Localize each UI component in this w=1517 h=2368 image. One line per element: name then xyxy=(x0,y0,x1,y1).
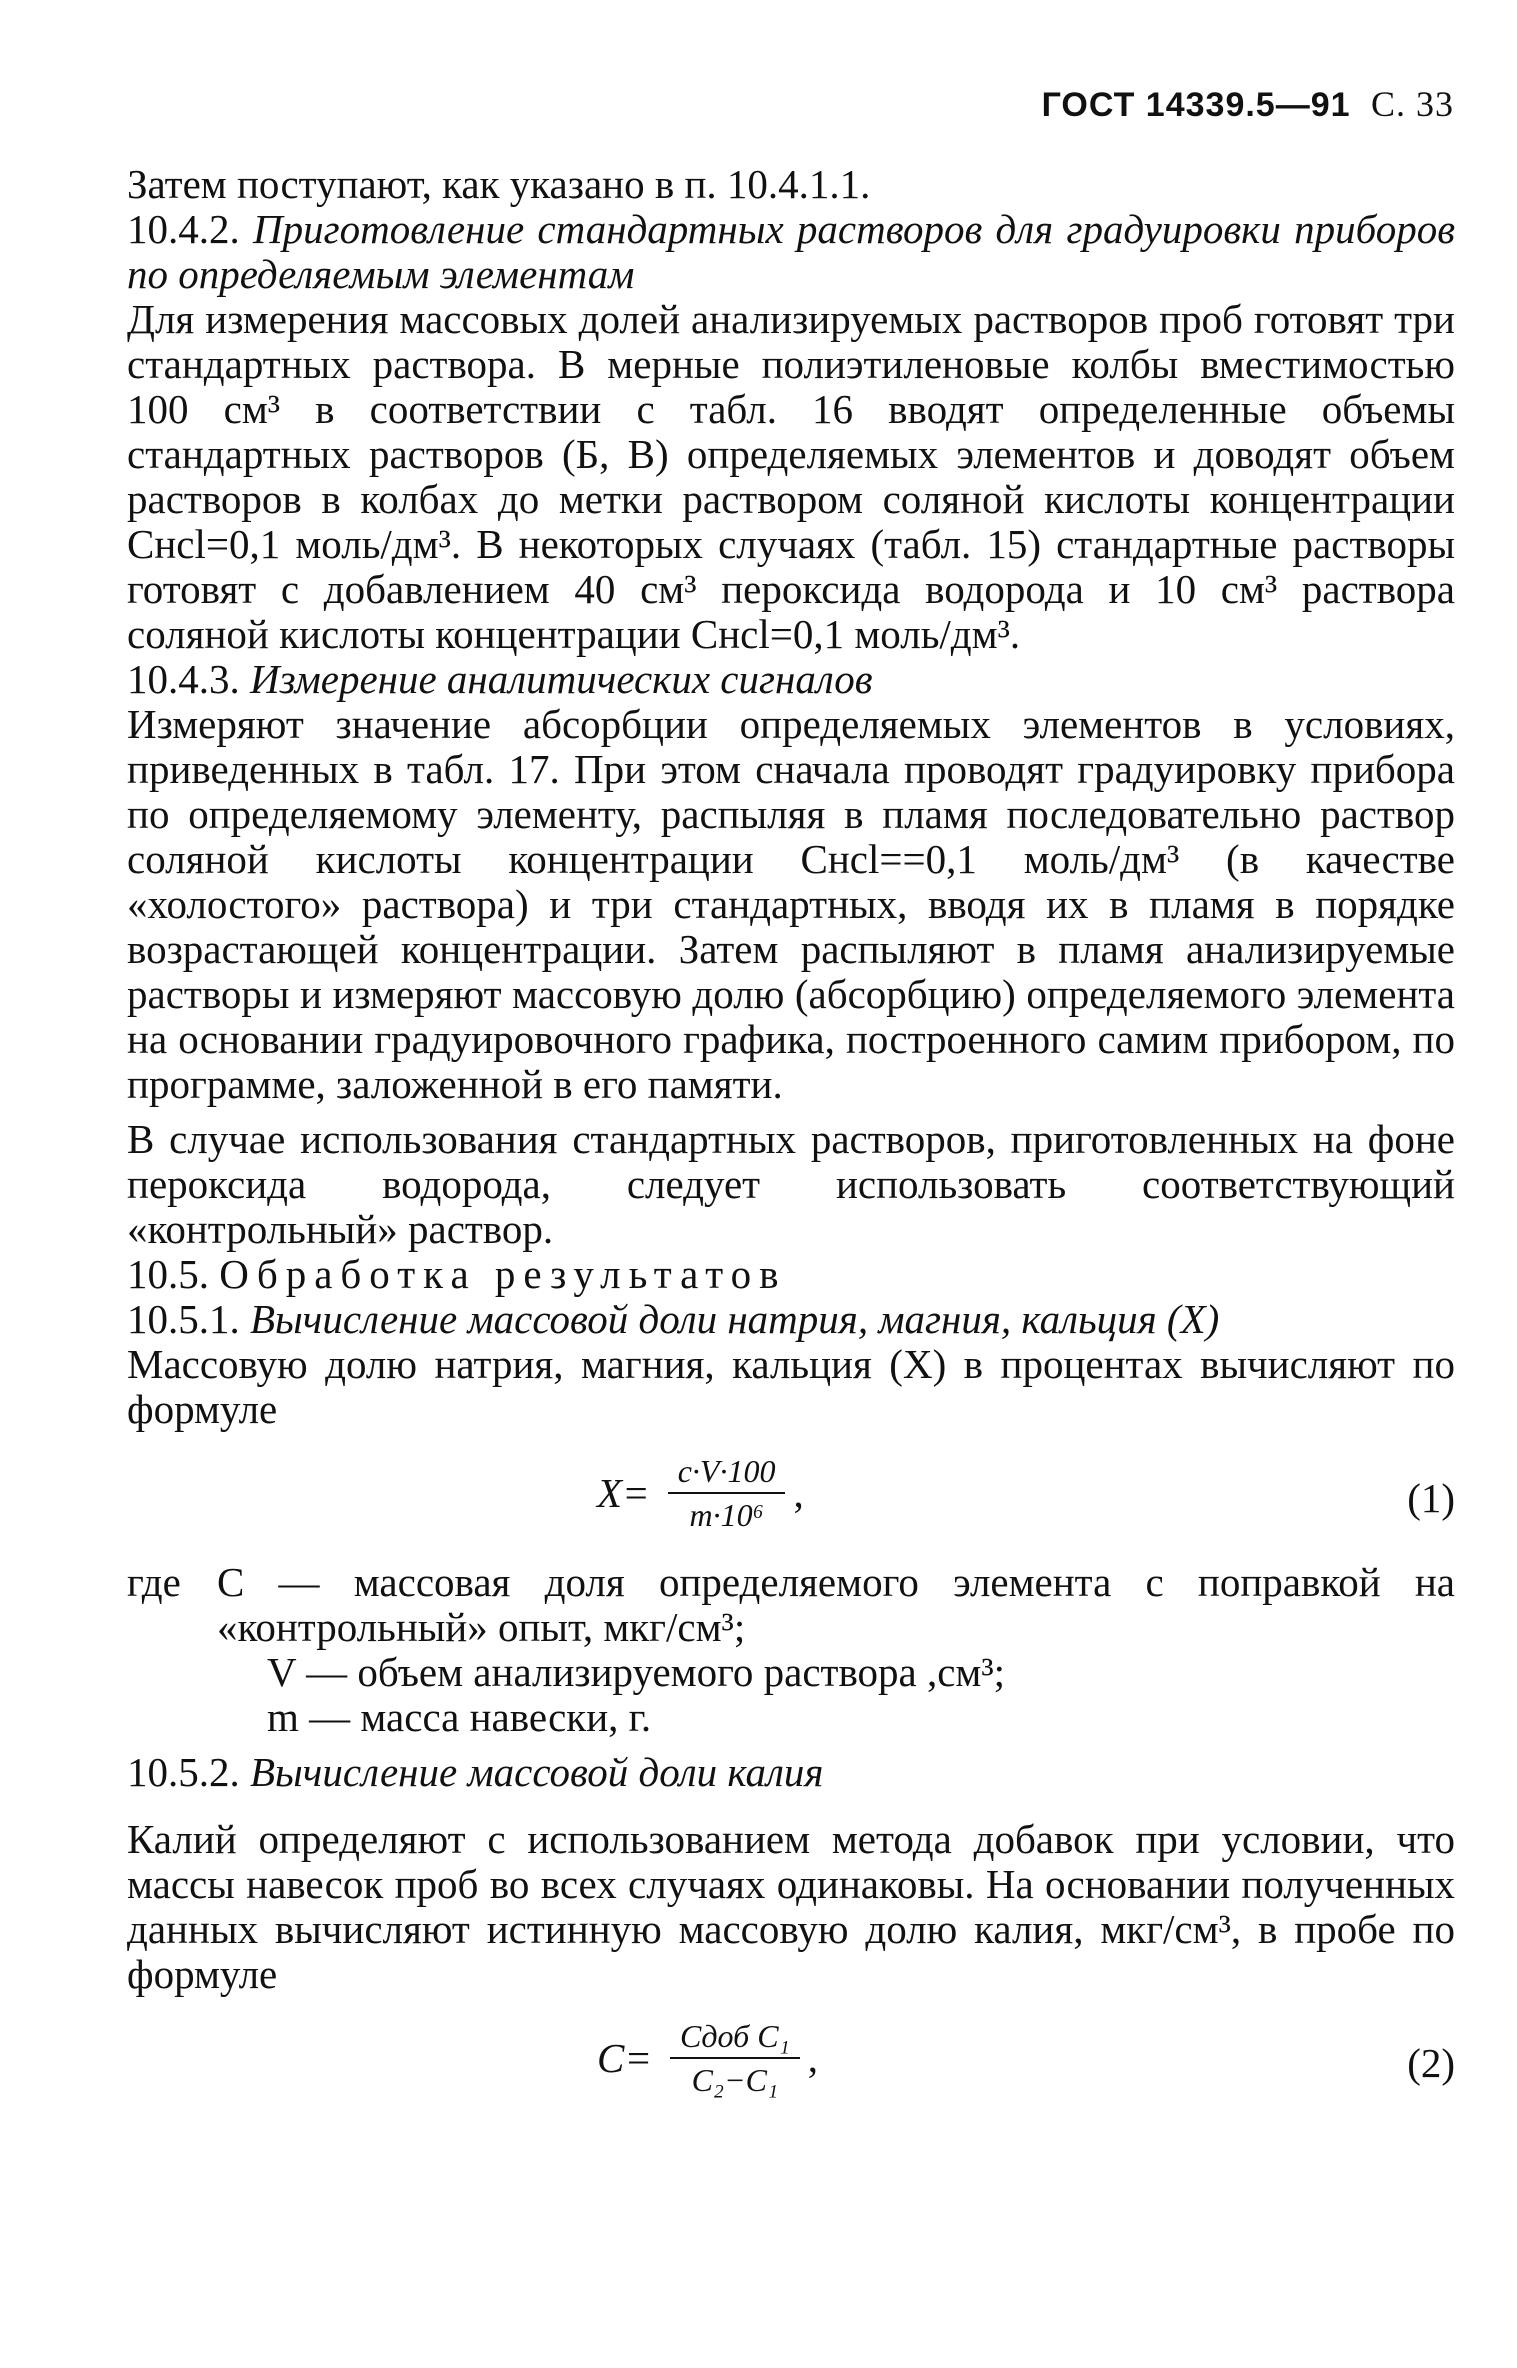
section-number: 10.4.3. xyxy=(127,656,240,702)
formula-1 xyxy=(127,1452,1455,1548)
section-title: Вычисление массовой доли калия xyxy=(250,1749,824,1795)
section-10-4-3-heading xyxy=(127,657,1455,702)
page-number: С. 33 xyxy=(1370,84,1454,124)
section-title: Измерение аналитических сигналов xyxy=(250,656,873,702)
formula-2-expression xyxy=(597,2017,818,2099)
formula-denominator: m·10⁶ xyxy=(689,1497,764,1533)
where-label: где xyxy=(127,1559,181,1605)
section-10-4-2-heading xyxy=(127,207,1455,297)
formula-lhs: X= xyxy=(597,1469,650,1516)
section-number: 10.5.2. xyxy=(127,1749,240,1795)
section-10-5-2-text: Калий определяют с использованием метода добавок при условии, что массы навесок проб во всех случаях одинаковы. На основании полученных данных вычисляют истинную массовую долю калия, мкг/см³, в пробе по формуле xyxy=(127,1816,1455,1997)
section-number: 10.5.1. xyxy=(127,1296,240,1342)
formula-number: (1) xyxy=(1407,1475,1455,1521)
formula-fraction xyxy=(668,1452,786,1534)
page-header xyxy=(1042,82,1454,128)
section-10-4-2-text: Для измерения массовых долей анализируемых растворов проб готовят три стандартных раствора. В мерные полиэтиленовые колбы вместимостью 100 см³ в соответствии с табл. 16 вводят определенные объемы стандартных растворов (Б, В) определяемых элементов и доводят объем растворов в колбах до метки раствором соляной кислоты концентрации Cнсl=0,1 моль/дм³. В некоторых случаях (табл. 15) стандартные растворы готовят с добавлением 40 см³ пероксида водорода и 10 см³ раствора соляной кислоты концентрации Cнсl=0,1 моль/дм³. xyxy=(127,296,1455,657)
where-definition-m: m — масса навески, г. xyxy=(267,1694,652,1740)
section-number: 10.4.2. xyxy=(127,206,240,252)
formula-numerator: c·V·100 xyxy=(668,1452,786,1494)
formula-lhs: C= xyxy=(597,2034,653,2081)
section-10-5-2-heading xyxy=(127,1750,1455,1795)
section-10-5-1-text: Массовую долю натрия, магния, кальция (X) в процентах вычисляют по формуле xyxy=(127,1341,1455,1432)
formula-denominator: C₂−C₁ xyxy=(691,2062,779,2098)
formula-comma: , xyxy=(793,1469,804,1516)
where-item-c xyxy=(127,1560,1455,1650)
formula-comma: , xyxy=(807,2034,818,2081)
section-10-4-3-text-2: В случае использования стандартных растворов, приготовленных на фоне пероксида водорода, следует использовать соответствующий «контрольный» раствор. xyxy=(127,1116,1455,1252)
document-body xyxy=(127,162,1455,2125)
section-title: Обработка результатов xyxy=(219,1251,787,1297)
where-definition-v: V — объем анализируемого раствора ,см³; xyxy=(267,1649,1006,1695)
formula-numerator: Cдоб C₁ xyxy=(670,2017,800,2059)
formula-fraction xyxy=(670,2017,800,2099)
where-definition-c: C — массовая доля определяемого элемента с поправкой на «контрольный» опыт, мкг/см³; xyxy=(217,1559,1455,1650)
standard-code: ГОСТ 14339.5—91 xyxy=(1041,86,1351,124)
section-10-4-3-text: Измеряют значение абсорбции определяемых элементов в условиях, приведенных в табл. 17. При этом сначала проводят градуировку прибора по определяемому элементу, распыляя в пламя последовательно раствор соляной кислоты концентрации Cнсl==0,1 моль/дм³ (в качестве «холостого» раствора) и три стандартных, вводя их в пламя в порядке возрастающей концентрации. Затем распыляют в пламя анализируемые растворы и измеряют массовую долю (абсорбцию) определяемого элемента на основании градуировочного графика, построенного самим прибором, по программе, заложенной в его памяти. xyxy=(127,701,1455,1107)
section-number: 10.5. xyxy=(127,1251,209,1297)
formula-number: (2) xyxy=(1407,2040,1455,2086)
section-title: Вычисление массовой доли натрия, магния, кальция (X) xyxy=(250,1296,1220,1342)
intro-paragraph: Затем поступают, как указано в п. 10.4.1.1. xyxy=(127,161,871,207)
section-10-5-1-heading xyxy=(127,1297,1455,1342)
section-title: Приготовление стандартных растворов для градуировки приборов по определяемым элементам xyxy=(127,206,1455,297)
section-10-5-heading xyxy=(127,1252,1455,1297)
formula-1-expression xyxy=(597,1452,804,1534)
formula-2 xyxy=(127,2017,1455,2113)
